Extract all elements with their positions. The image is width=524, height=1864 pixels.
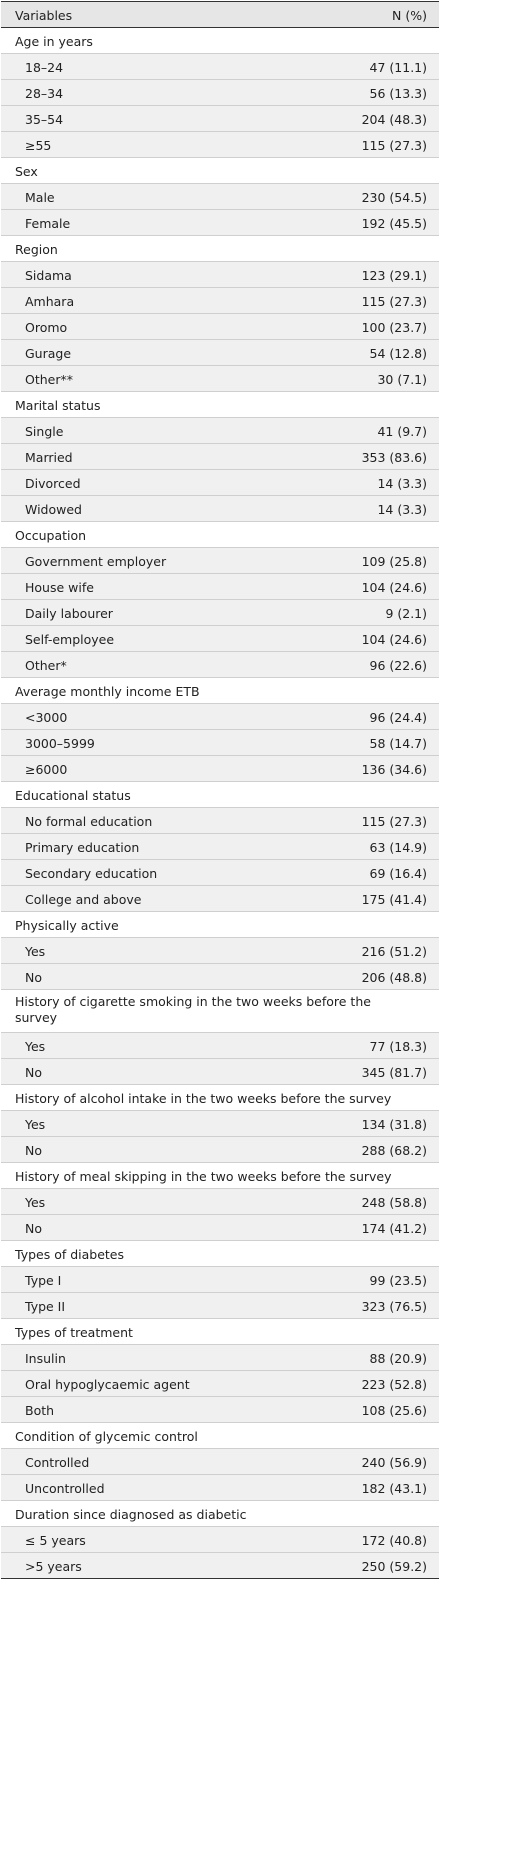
section-label: Average monthly income ETB — [15, 684, 200, 699]
table-row — [1, 652, 439, 678]
section-row — [1, 1085, 439, 1111]
row-value: 323 (76.5) — [361, 1299, 427, 1314]
table-row — [1, 964, 439, 990]
row-label: Yes — [25, 1195, 46, 1210]
table-row — [1, 496, 439, 522]
row-value: 96 (24.4) — [369, 710, 427, 725]
row-label: Type II — [25, 1299, 66, 1314]
section-row — [1, 912, 439, 938]
row-label: No — [25, 970, 42, 985]
table-row — [1, 262, 439, 288]
table-row — [1, 340, 439, 366]
table-row — [1, 1397, 439, 1423]
table-row — [1, 756, 439, 782]
row-label: No — [25, 1065, 42, 1080]
row-label: Secondary education — [25, 866, 158, 881]
table-row — [1, 210, 439, 236]
section-label: Types of treatment — [15, 1325, 133, 1340]
row-value: 175 (41.4) — [361, 892, 427, 907]
section-row — [1, 1501, 439, 1527]
table-row — [1, 1111, 439, 1137]
row-value: 104 (24.6) — [361, 632, 427, 647]
row-label: 3000–5999 — [25, 736, 95, 751]
table-row — [1, 470, 439, 496]
row-value: 47 (11.1) — [369, 60, 427, 75]
row-label: Self-employee — [25, 632, 115, 647]
table-row — [1, 314, 439, 340]
section-row — [1, 1241, 439, 1267]
row-label: Controlled — [25, 1455, 90, 1470]
row-label: ≥55 — [25, 138, 52, 153]
row-label: Other** — [25, 372, 73, 387]
table-row — [1, 418, 439, 444]
row-value: 174 (41.2) — [361, 1221, 427, 1236]
row-label: House wife — [25, 580, 94, 595]
row-label: No — [25, 1143, 42, 1158]
demographics-table — [1, 1, 439, 1579]
section-label: History of meal skipping in the two weeks before the survey — [15, 1169, 392, 1184]
section-label: Physically active — [15, 918, 119, 933]
row-value: 9 (2.1) — [385, 606, 427, 621]
section-row — [1, 782, 439, 808]
section-label: Sex — [15, 164, 38, 179]
row-value: 14 (3.3) — [377, 502, 427, 517]
row-label: Primary education — [25, 840, 140, 855]
row-value: 240 (56.9) — [361, 1455, 427, 1470]
row-label: Divorced — [25, 476, 81, 491]
row-value: 115 (27.3) — [361, 814, 427, 829]
table-row — [1, 834, 439, 860]
table-row — [1, 1345, 439, 1371]
table-row — [1, 1267, 439, 1293]
table-row — [1, 1475, 439, 1501]
row-value: 77 (18.3) — [369, 1039, 427, 1054]
table-row — [1, 1033, 439, 1059]
section-label: History of cigarette smoking in the two weeks before the survey — [15, 994, 371, 1025]
row-label: Insulin — [25, 1351, 66, 1366]
table-row — [1, 1553, 439, 1579]
table-row — [1, 1371, 439, 1397]
row-label: 28–34 — [25, 86, 64, 101]
row-label: College and above — [25, 892, 142, 907]
section-row — [1, 158, 439, 184]
section-row — [1, 990, 439, 1033]
row-value: 41 (9.7) — [377, 424, 427, 439]
row-label: Oromo — [25, 320, 68, 335]
row-value: 63 (14.9) — [369, 840, 427, 855]
row-label: Married — [25, 450, 73, 465]
table-row — [1, 860, 439, 886]
row-label: Gurage — [25, 346, 72, 361]
row-value: 182 (43.1) — [361, 1481, 427, 1496]
row-value: 216 (51.2) — [361, 944, 427, 959]
row-label: 18–24 — [25, 60, 64, 75]
table-row — [1, 1189, 439, 1215]
table-row — [1, 704, 439, 730]
row-label: No — [25, 1221, 42, 1236]
row-label: Uncontrolled — [25, 1481, 105, 1496]
table-row — [1, 574, 439, 600]
section-label: Region — [15, 242, 58, 257]
row-label: Yes — [25, 944, 46, 959]
table-row — [1, 1449, 439, 1475]
table-row — [1, 366, 439, 392]
table-row — [1, 132, 439, 158]
row-label: Yes — [25, 1039, 46, 1054]
row-value: 14 (3.3) — [377, 476, 427, 491]
section-row — [1, 28, 439, 54]
row-value: 96 (22.6) — [369, 658, 427, 673]
table-row — [1, 184, 439, 210]
row-value: 108 (25.6) — [361, 1403, 427, 1418]
row-value: 204 (48.3) — [361, 112, 427, 127]
table-row — [1, 600, 439, 626]
row-value: 88 (20.9) — [369, 1351, 427, 1366]
table-row — [1, 548, 439, 574]
row-label: Female — [25, 216, 71, 231]
row-label: 35–54 — [25, 112, 64, 127]
row-label: Single — [25, 424, 64, 439]
row-label: <3000 — [25, 710, 68, 725]
section-label: Occupation — [15, 528, 87, 543]
row-value: 109 (25.8) — [361, 554, 427, 569]
section-label: Types of diabetes — [15, 1247, 125, 1262]
row-value: 206 (48.8) — [361, 970, 427, 985]
section-row — [1, 1163, 439, 1189]
row-label: Amhara — [25, 294, 75, 309]
row-value: 99 (23.5) — [369, 1273, 427, 1288]
row-value: 288 (68.2) — [361, 1143, 427, 1158]
row-label: ≤ 5 years — [25, 1533, 86, 1548]
row-label: >5 years — [25, 1559, 82, 1574]
section-label: Duration since diagnosed as diabetic — [15, 1507, 247, 1522]
row-label: Type I — [25, 1273, 62, 1288]
table-row — [1, 80, 439, 106]
section-label: Educational status — [15, 788, 131, 803]
table-row — [1, 808, 439, 834]
row-value: 58 (14.7) — [369, 736, 427, 751]
row-label: Daily labourer — [25, 606, 113, 621]
table-row — [1, 1215, 439, 1241]
section-label: Age in years — [15, 34, 93, 49]
row-label: Both — [25, 1403, 55, 1418]
table-row — [1, 1527, 439, 1553]
row-label: Oral hypoglycaemic agent — [25, 1377, 190, 1392]
row-value: 353 (83.6) — [361, 450, 427, 465]
row-value: 223 (52.8) — [361, 1377, 427, 1392]
row-label: No formal education — [25, 814, 153, 829]
section-label: History of alcohol intake in the two weeks before the survey — [15, 1091, 392, 1106]
table-row — [1, 106, 439, 132]
row-value: 69 (16.4) — [369, 866, 427, 881]
row-value: 192 (45.5) — [361, 216, 427, 231]
row-value: 136 (34.6) — [361, 762, 427, 777]
row-label: Yes — [25, 1117, 46, 1132]
row-value: 30 (7.1) — [377, 372, 427, 387]
row-value: 248 (58.8) — [361, 1195, 427, 1210]
row-value: 115 (27.3) — [361, 138, 427, 153]
row-label: Male — [25, 190, 55, 205]
section-label: Condition of glycemic control — [15, 1429, 198, 1444]
table-row — [1, 1059, 439, 1085]
section-row — [1, 522, 439, 548]
row-label: Widowed — [25, 502, 82, 517]
row-value: 250 (59.2) — [361, 1559, 427, 1574]
row-value: 134 (31.8) — [361, 1117, 427, 1132]
row-value: 54 (12.8) — [369, 346, 427, 361]
section-row — [1, 236, 439, 262]
section-row — [1, 1319, 439, 1345]
table-row — [1, 444, 439, 470]
table-header — [1, 1, 439, 28]
row-value: 100 (23.7) — [361, 320, 427, 335]
row-value: 104 (24.6) — [361, 580, 427, 595]
row-value: 230 (54.5) — [361, 190, 427, 205]
row-label: Government employer — [25, 554, 167, 569]
table-row — [1, 54, 439, 80]
table-row — [1, 938, 439, 964]
section-row — [1, 392, 439, 418]
row-label: Other* — [25, 658, 67, 673]
header-variables: Variables — [15, 8, 73, 23]
table-row — [1, 1137, 439, 1163]
table-row — [1, 886, 439, 912]
row-value: 56 (13.3) — [369, 86, 427, 101]
row-value: 123 (29.1) — [361, 268, 427, 283]
section-row — [1, 678, 439, 704]
table-row — [1, 288, 439, 314]
row-label: ≥6000 — [25, 762, 68, 777]
section-row — [1, 1423, 439, 1449]
row-label: Sidama — [25, 268, 72, 283]
header-n-percent: N (%) — [392, 8, 427, 23]
table-row — [1, 1293, 439, 1319]
section-label: Marital status — [15, 398, 101, 413]
table-row — [1, 626, 439, 652]
table-body — [1, 28, 439, 1579]
row-value: 172 (40.8) — [361, 1533, 427, 1548]
table-row — [1, 730, 439, 756]
row-value: 115 (27.3) — [361, 294, 427, 309]
row-value: 345 (81.7) — [361, 1065, 427, 1080]
